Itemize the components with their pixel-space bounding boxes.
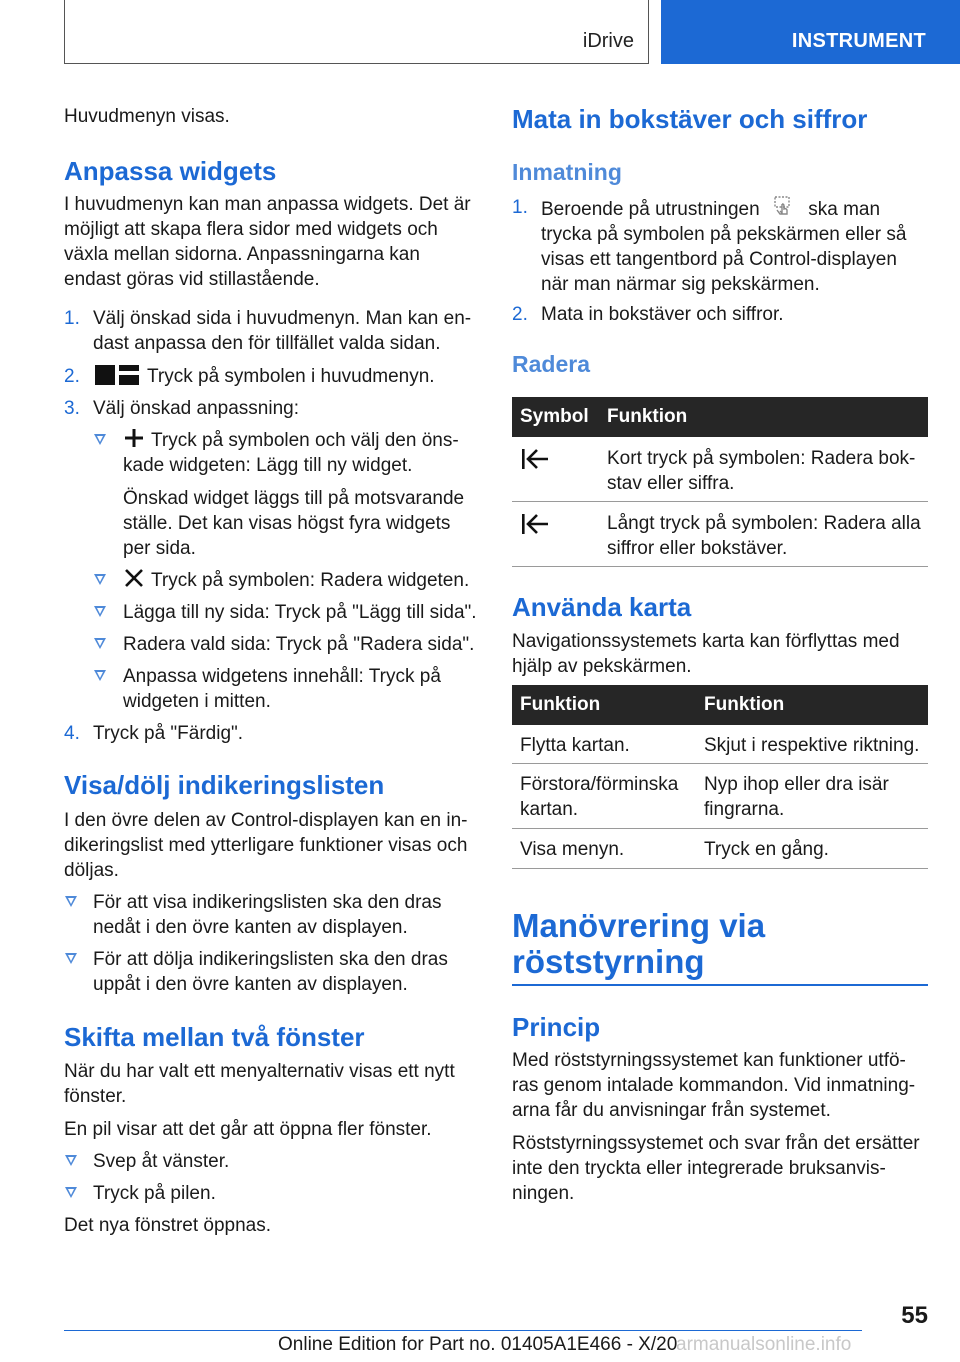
delete-col-symbol: Symbol [520, 406, 589, 427]
widgets-step-1: 1. Välj önskad sida i huvudmenyn. Man kan en-dast anpassa den för tillfället valda sidan. [64, 308, 472, 354]
bullet-triangle-icon [65, 1187, 77, 1198]
table-row: Visa menyn. Tryck en gång. [512, 829, 928, 869]
widgets-sub-content: Anpassa widgetens innehåll: Tryck på widgeten i mitten. [64, 664, 480, 714]
table-row: Förstora/förminska kartan. Nyp ihop eller dra isär fingrarna. [512, 764, 928, 829]
table-row: Långt tryck på symbolen: Radera alla siffror eller bokstäver. [512, 502, 928, 567]
widgets-heading: Anpassa widgets [64, 156, 277, 186]
plus-icon [123, 428, 145, 448]
header-section-tab [64, 0, 649, 64]
map-table-header [512, 685, 928, 725]
table-row: Kort tryck på symbolen: Radera bok-stav eller siffra. [512, 437, 928, 502]
header-section-label: iDrive [582, 30, 634, 52]
backspace-arrow-icon [520, 447, 552, 471]
bullet-triangle-icon [65, 1155, 77, 1166]
input-step-1: 1. Beroende på utrustningen ska man trycka på symbolen på pekskärmen eller så visas ett tangentbord på Control-displayen när man närmar sig pekskärmen. [512, 197, 907, 295]
widgets-step-3: 3. Välj önskad anpassning: [64, 398, 299, 419]
bullet-triangle-icon [65, 896, 77, 907]
windows-bullet-swipe: Svep åt vänster. [64, 1149, 480, 1174]
page-number: 55 [901, 1302, 928, 1329]
voice-subheading: Princip [512, 1012, 601, 1042]
widgets-step-2: 2. Tryck på symbolen i huvudmenyn. [64, 366, 435, 387]
input-heading: Mata in bokstäver och siffror [512, 104, 868, 134]
widget-layout-icon [93, 364, 141, 386]
edition-text: Online Edition for Part no. 01405A1E466 - X/20 [278, 1334, 678, 1355]
bullet-triangle-icon [94, 434, 106, 445]
close-icon [123, 568, 145, 588]
map-paragraph: Navigationssystemets karta kan förflyttas med hjälp av pekskärmen. [512, 631, 900, 677]
section-rule [512, 984, 928, 986]
bullet-triangle-icon [94, 638, 106, 649]
map-table [512, 685, 928, 869]
bullet-triangle-icon [94, 574, 106, 585]
widgets-sub-add: Tryck på symbolen och välj den öns-kade widgeten: Lägg till ny widget. Önskad widget läggs till på motsvarande ställe. Det kan visas högst fyra widgets per sida. [64, 428, 480, 538]
widgets-step-4: 4. Tryck på "Färdig". [64, 723, 244, 744]
delete-col-function: Funktion [607, 406, 688, 427]
input-step-2: 2. Mata in bokstäver och siffror. [512, 304, 784, 325]
windows-paragraph-2: En pil visar att det går att öppna fler fönster. [64, 1119, 432, 1140]
voice-paragraph-2: Röststyrningssystemet och svar från det ersätter inte den tryckta eller integrerade bruksanvis-ningen. [512, 1133, 920, 1204]
statusbar-bullet-hide: För att dölja indikeringslisten ska den dras uppåt i den övre kanten av displayen. [64, 947, 480, 997]
windows-paragraph-1: När du har valt ett menyalternativ visas ett nytt fönster. [64, 1061, 455, 1107]
delete-table-header [512, 397, 928, 437]
bullet-triangle-icon [94, 670, 106, 681]
widgets-sub-delete: Tryck på symbolen: Radera widgeten. [64, 568, 480, 593]
touch-screen-icon [769, 195, 799, 219]
footer-rule [64, 1330, 862, 1331]
widgets-paragraph: I huvudmenyn kan man anpassa widgets. Det är möjligt att skapa flera sidor med widgets och växla mellan sidorna. Anpassningarna kan endast göras vid stillastående. [64, 194, 471, 290]
header-chapter-tab [661, 0, 960, 64]
statusbar-bullet-show: För att visa indikeringslisten ska den dras nedåt i den övre kanten av displayen. [64, 890, 480, 940]
statusbar-heading: Visa/dölj indikeringslisten [64, 770, 385, 800]
voice-paragraph-1: Med röststyrningssystemet kan funktioner utfö-ras genom intalade kommandon. Vid inmatning-arna får du anvisningar från systemet. [512, 1050, 916, 1121]
map-col-function-1: Funktion [520, 694, 601, 715]
watermark-text: armanualsonline.info [676, 1334, 852, 1355]
statusbar-paragraph: I den övre delen av Control-displayen kan en in-dikeringslist med ytterligare funktioner visas och döljas. [64, 810, 468, 881]
header-chapter-label: INSTRUMENT [791, 30, 926, 52]
widgets-sub-delete-page: Radera vald sida: Tryck på "Radera sida". [64, 632, 480, 657]
map-heading: Använda karta [512, 592, 692, 622]
bullet-triangle-icon [65, 953, 77, 964]
windows-heading: Skifta mellan två fönster [64, 1022, 365, 1052]
widgets-sub-add-page: Lägga till ny sida: Tryck på "Lägg till sida". [64, 600, 480, 625]
backspace-arrow-icon [520, 512, 552, 536]
voice-heading: Manövrering via röststyrning [512, 907, 766, 980]
table-row: Flytta kartan. Skjut i respektive riktning. [512, 725, 928, 764]
windows-bullet-arrow: Tryck på pilen. [64, 1181, 480, 1206]
delete-subheading: Radera [512, 351, 590, 377]
map-col-function-2: Funktion [704, 694, 785, 715]
intro-text: Huvudmenyn visas. [64, 106, 230, 127]
windows-outro: Det nya fönstret öppnas. [64, 1215, 272, 1236]
input-subheading: Inmatning [512, 159, 622, 185]
delete-table [512, 397, 928, 567]
bullet-triangle-icon [94, 606, 106, 617]
